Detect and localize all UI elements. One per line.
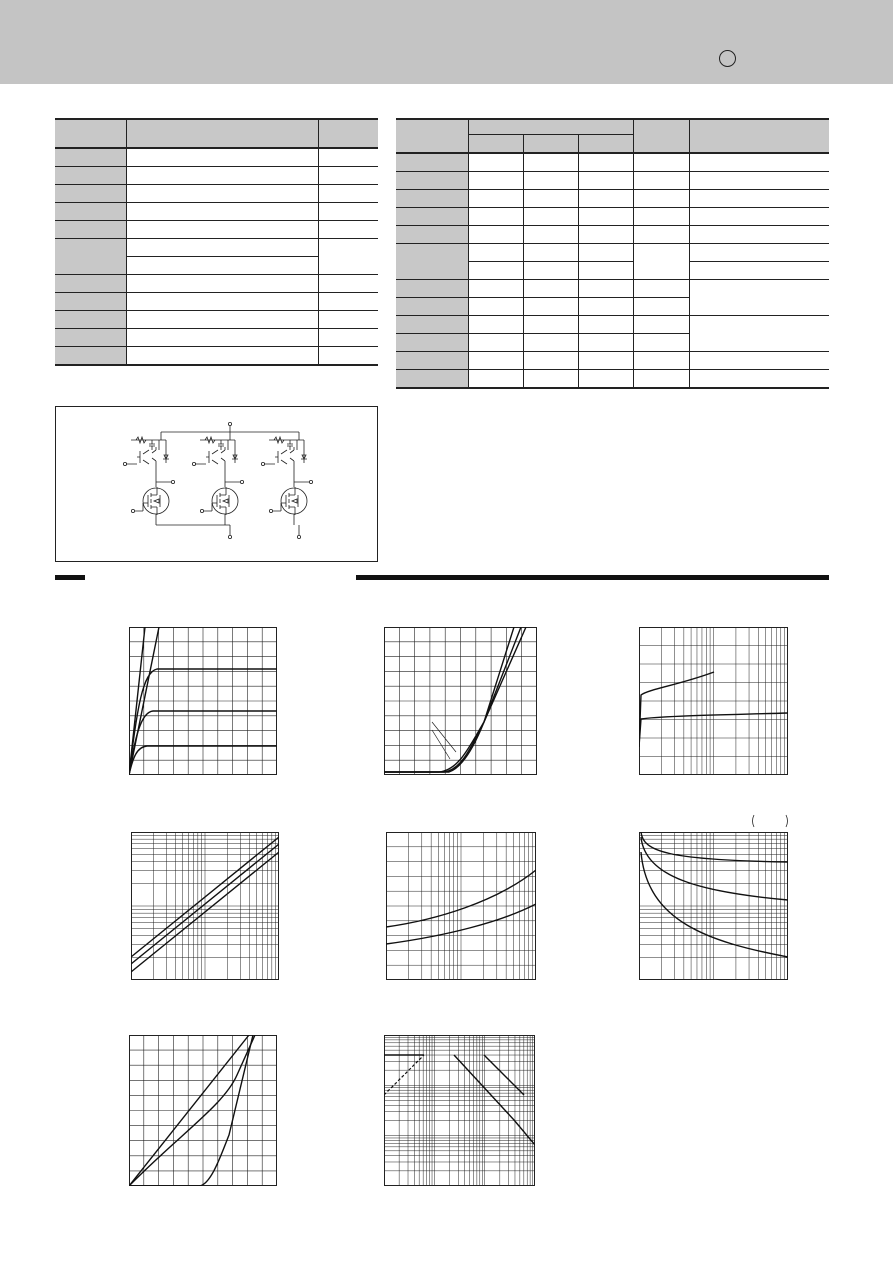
unit-bracket (753, 815, 788, 827)
